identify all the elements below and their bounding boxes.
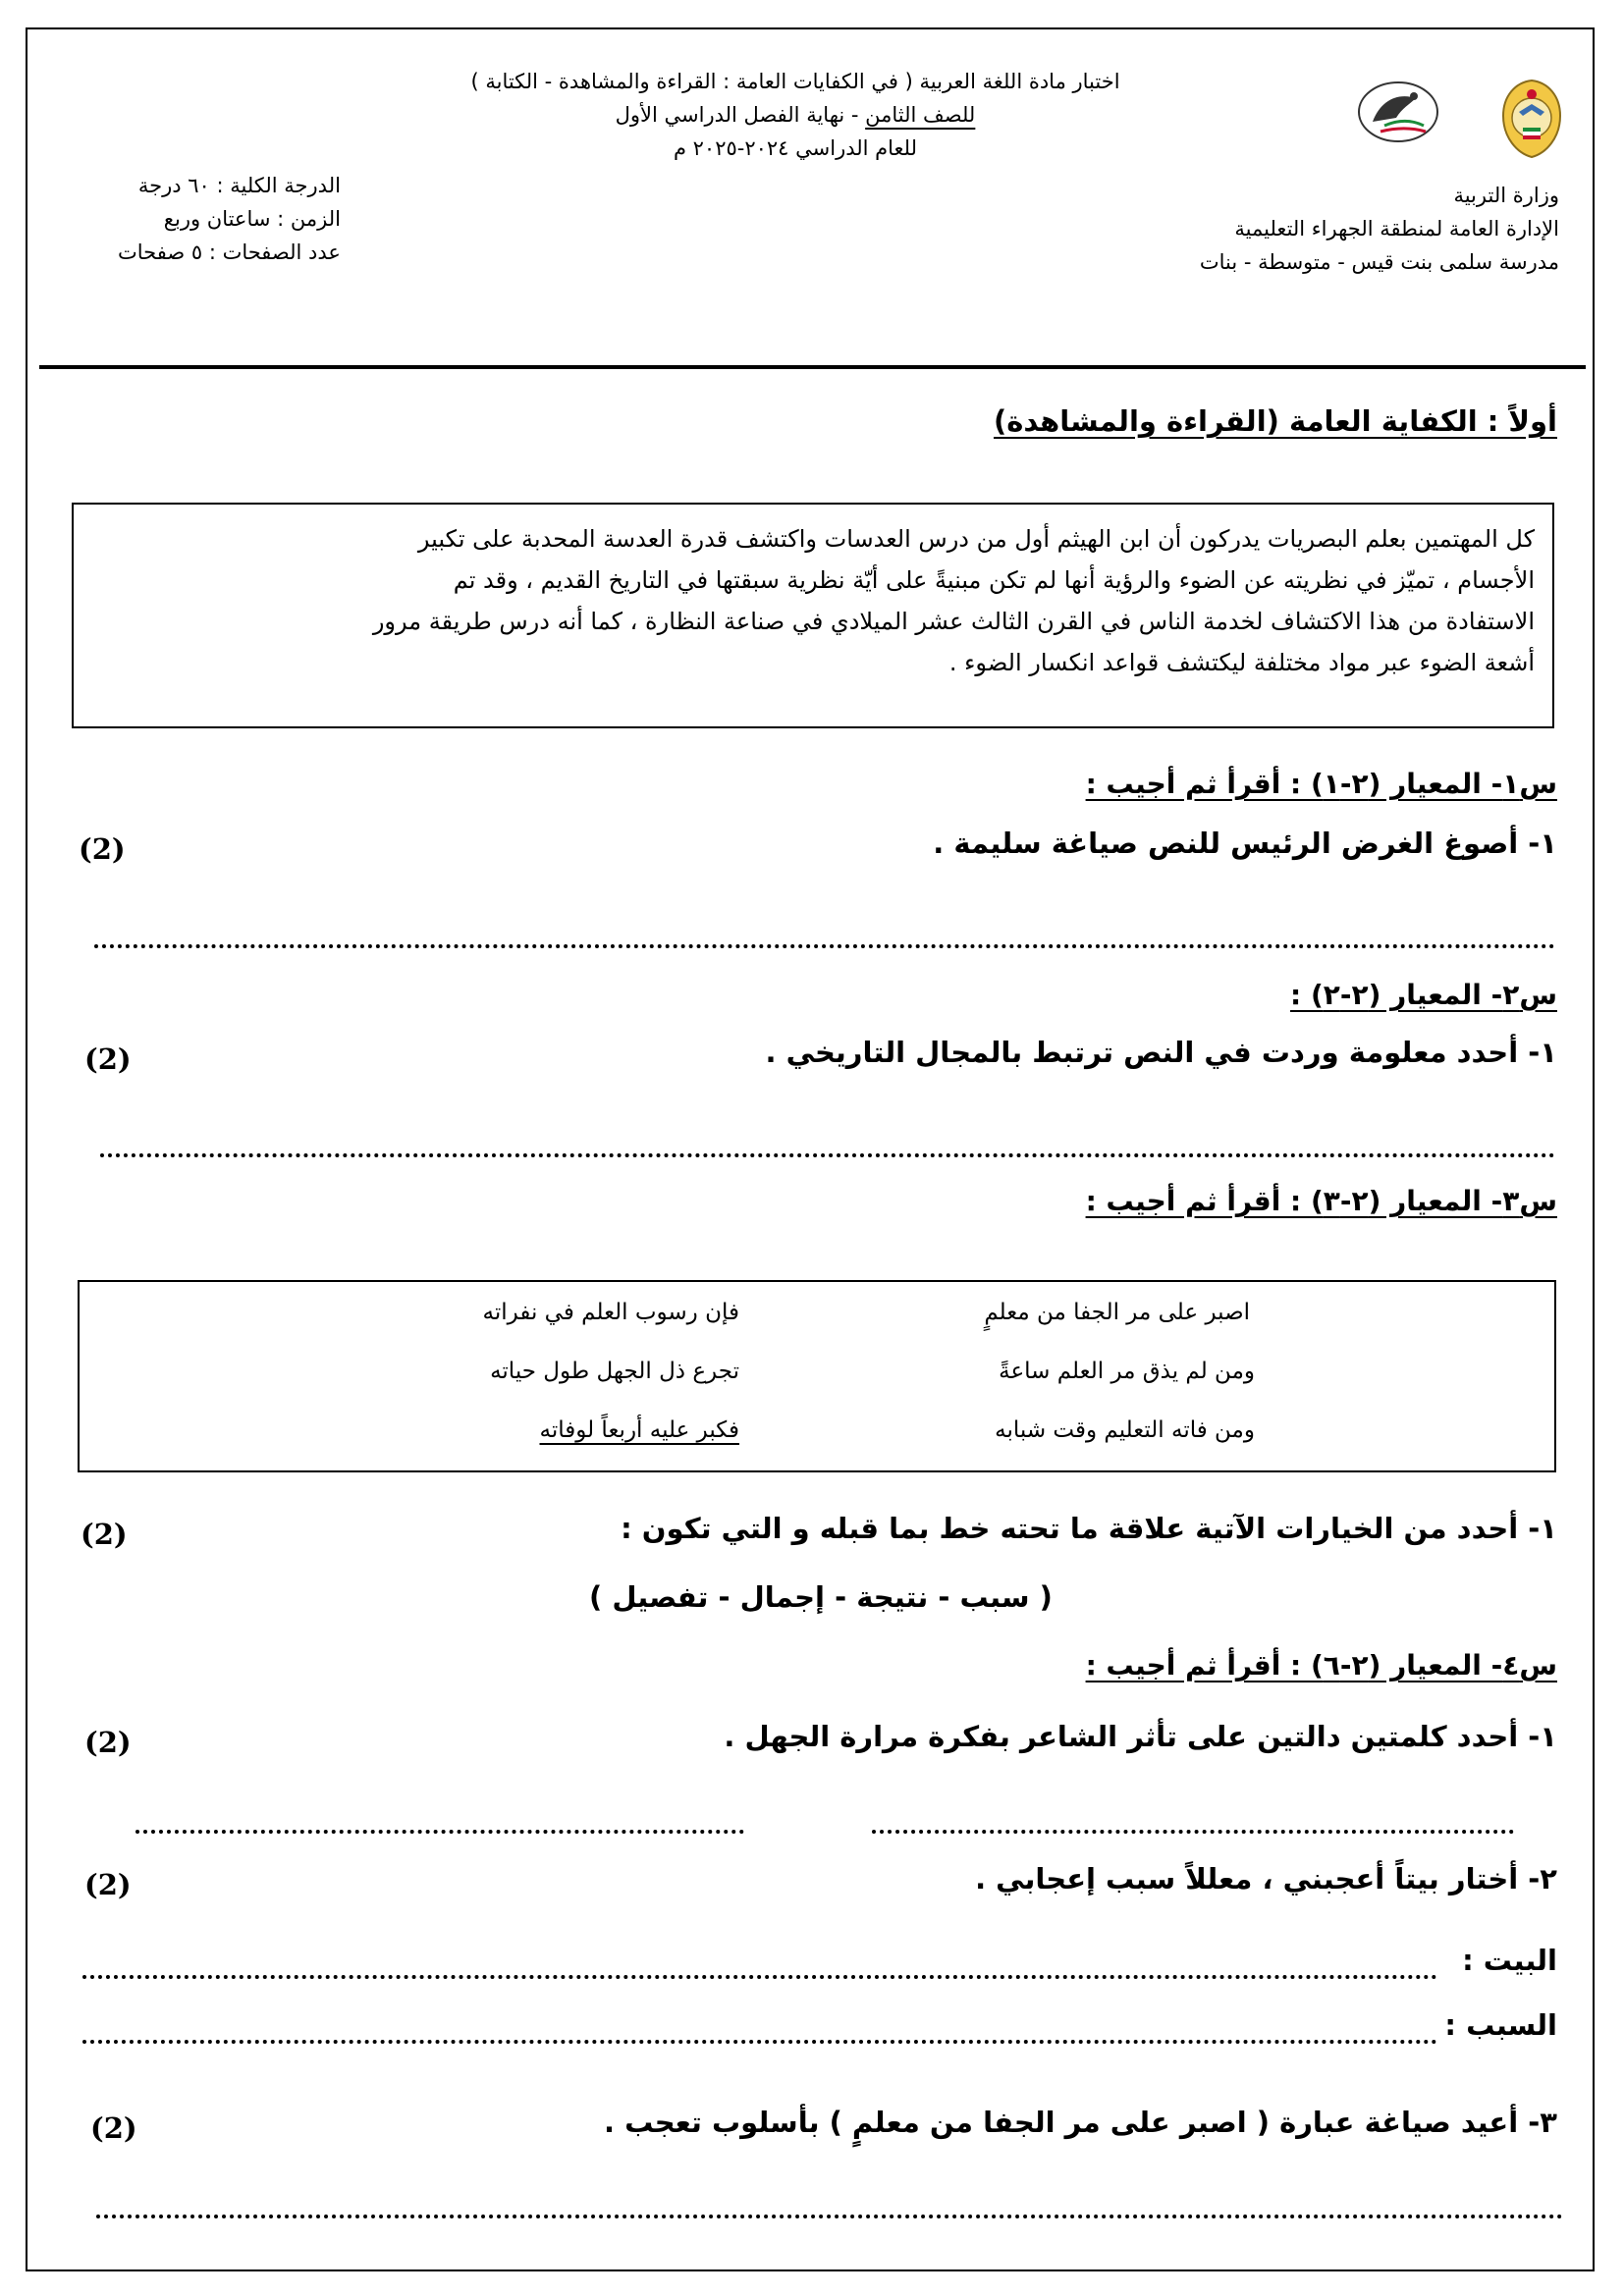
q4-item2: ٢- أختار بيتاً أعجبني ، معللاً سبب إعجابي .: [975, 1862, 1557, 1896]
q4-item3-mark: (2): [90, 2111, 137, 2145]
q3-mark: (2): [81, 1518, 128, 1551]
q4-reason-answer-line[interactable]: [82, 2040, 1437, 2044]
q4-item3: ٣- أعيد صياغة عبارة ( اصبر على مر الجفا من معلمٍ ) بأسلوب تعجب .: [603, 2106, 1557, 2139]
q4-item1-mark: (2): [84, 1726, 132, 1759]
exam-duration: الزمن : ساعتان وربع: [163, 207, 341, 231]
poem-verse1-second: فإن رسوب العلم في نفراته: [482, 1300, 739, 1325]
q4-word2-answer-line[interactable]: [135, 1830, 744, 1834]
school-name: مدرسة سلمى بنت قيس - متوسطة - بنات: [1199, 250, 1559, 274]
q1-heading: س١- المعيار (٢-١) : أقرأ ثم أجيب :: [1085, 768, 1557, 800]
exam-grade-line: [432, 98, 1159, 132]
q2-mark: (2): [84, 1042, 132, 1076]
passage-line: أشعة الضوء عبر مواد مختلفة ليكتشف قواعد انكسار الضوء .: [948, 649, 1535, 676]
q4-item3-answer-line[interactable]: [96, 2215, 1563, 2218]
page-frame: [26, 27, 1595, 2271]
passage-line: كل المهتمين بعلم البصريات يدركون أن ابن الهيثم أول من درس العدسات واكتشف قدرة العدسة المحدبة على تكبير: [417, 525, 1535, 553]
q1-mark: (2): [79, 832, 126, 866]
directorate-name: الإدارة العامة لمنطقة الجهراء التعليمية: [1234, 217, 1559, 240]
school-logo-icon: [1355, 79, 1441, 147]
exam-title-block: [432, 65, 1159, 165]
exam-year: للعام الدراسي ٢٠٢٤-٢٠٢٥ م: [673, 136, 918, 160]
q2-answer-line[interactable]: [100, 1153, 1555, 1157]
q1-answer-line[interactable]: [94, 944, 1555, 948]
exam-info-block: [118, 169, 341, 269]
reading-passage: [72, 503, 1554, 728]
poem-verse3-first: ومن فاته التعليم وقت شبابه: [995, 1417, 1255, 1443]
total-marks: الدرجة الكلية : ٦٠ درجة: [137, 174, 341, 197]
q4-heading: س٤- المعيار (٢-٦) : أقرأ ثم أجيب :: [1085, 1649, 1557, 1682]
passage-line: الاستفادة من هذا الاكتشاف لخدمة الناس في القرن الثالث عشر الميلادي في صناعة النظارة ، كما أنه درس طريقة مرور: [372, 608, 1535, 635]
page-count: عدد الصفحات : ٥ صفحات: [118, 240, 341, 264]
q4-word1-answer-line[interactable]: [872, 1830, 1514, 1834]
q4-item1: ١- أحدد كلمتين دالتين على تأثر الشاعر بفكرة مرارة الجهل .: [724, 1720, 1557, 1753]
q4-verse-answer-line[interactable]: [82, 1975, 1437, 1979]
exam-term: - نهاية الفصل الدراسي الأول: [615, 103, 866, 127]
passage-line: الأجسام ، تميّز في نظريته عن الضوء والرؤية أنها لم تكن مبنيةً على أيّة نظرية سبقتها في التاريخ القديم ، وقد تم: [453, 566, 1535, 594]
poem-box: [78, 1280, 1556, 1472]
q2-heading: س٢- المعيار (٢-٢) :: [1290, 979, 1557, 1011]
exam-grade: للصف الثامن: [865, 103, 976, 127]
kuwait-emblem-icon: [1497, 77, 1566, 161]
q1-item: ١- أصوغ الغرض الرئيس للنص صياغة سليمة .: [933, 827, 1557, 860]
poem-verse2-second: تجرع ذل الجهل طول حياته: [490, 1359, 739, 1384]
ministry-block: [1200, 179, 1559, 279]
q4-reason-label: السبب :: [1444, 2008, 1557, 2042]
section-title: أولاً : الكفاية العامة (القراءة والمشاهدة): [993, 404, 1557, 438]
poem-verse1-first: اصبر على مر الجفا من معلمٍ: [984, 1300, 1250, 1325]
header-divider: [39, 365, 1586, 369]
q4-verse-label: البيت :: [1462, 1944, 1557, 1977]
q3-options: ( سبب - نتيجة - إجمال - تفصيل ): [589, 1580, 1053, 1614]
exam-title: اختبار مادة اللغة العربية ( في الكفايات العامة : القراءة والمشاهدة - الكتابة ): [470, 70, 1120, 93]
q3-heading: س٣- المعيار (٢-٣) : أقرأ ثم أجيب :: [1085, 1185, 1557, 1217]
poem-verse2-first: ومن لم يذق مر العلم ساعةً: [999, 1359, 1255, 1384]
q3-item: ١- أحدد من الخيارات الآتية علاقة ما تحته خط بما قبله و التي تكون :: [621, 1512, 1557, 1545]
q4-item2-mark: (2): [84, 1868, 132, 1901]
poem-verse3-second: فكبر عليه أربعاً لوفاته: [539, 1417, 739, 1443]
q2-item: ١- أحدد معلومة وردت في النص ترتبط بالمجال التاريخي .: [765, 1036, 1557, 1069]
ministry-name: وزارة التربية: [1453, 184, 1559, 207]
